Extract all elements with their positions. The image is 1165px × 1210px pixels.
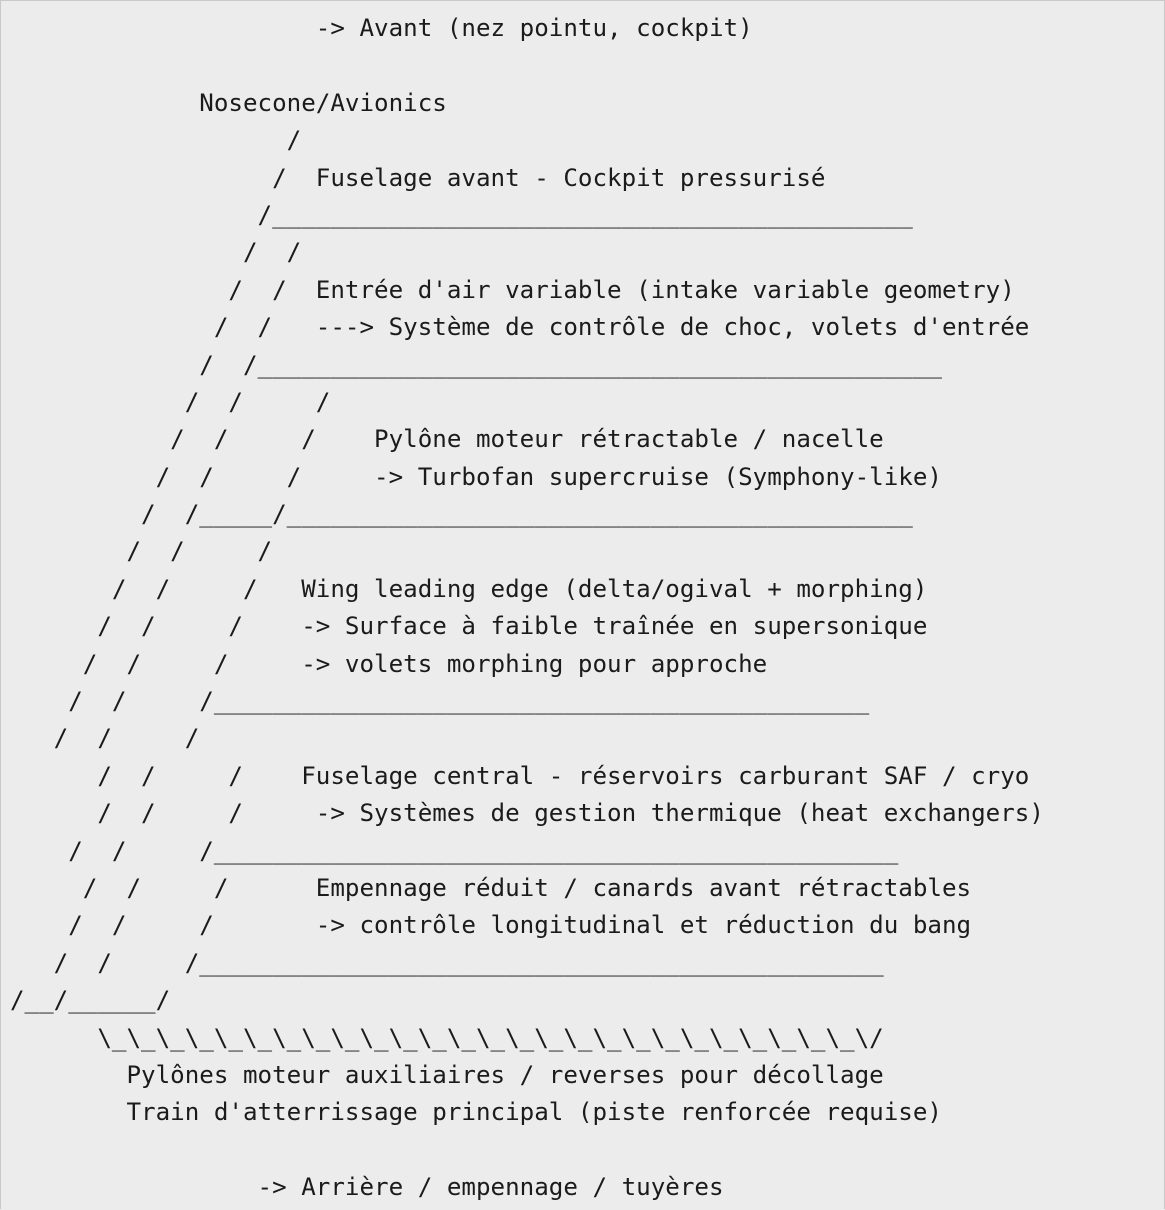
line-indent: [10, 500, 39, 528]
line-indent: [10, 612, 39, 640]
diagram-line: [10, 945, 1044, 982]
line-text: /: [39, 126, 302, 155]
diagram-line: [10, 197, 1044, 234]
line-text: / Fuselage avant - Cockpit pressurisé: [39, 163, 826, 192]
diagram-line: [10, 347, 1044, 384]
line-text: / /_______________________________________________: [39, 350, 942, 379]
line-indent: [10, 949, 39, 977]
diagram-line: [10, 85, 1044, 122]
line-indent: [10, 313, 39, 341]
line-indent: [10, 650, 39, 678]
line-text: / / / -> Systèmes de gestion thermique (heat exchangers): [68, 799, 1044, 828]
line-text: /__/______/: [10, 986, 171, 1015]
line-indent: [10, 463, 39, 491]
diagram-line: [10, 10, 1044, 47]
line-text: / / /: [39, 387, 331, 416]
diagram-line: [10, 47, 1044, 84]
line-indent: [10, 276, 39, 304]
diagram-line: [10, 122, 1044, 159]
line-text: / / /_____________________________________________: [39, 687, 870, 716]
line-text: / / / Wing leading edge (delta/ogival + morphing): [39, 574, 928, 603]
line-indent: [10, 911, 39, 939]
ascii-aircraft-diagram: [10, 10, 1044, 1207]
diagram-line: [10, 833, 1044, 870]
line-indent: [10, 14, 39, 42]
line-indent: [10, 537, 39, 565]
diagram-line: [10, 795, 1044, 832]
diagram-line: [10, 160, 1044, 197]
line-indent: [10, 164, 39, 192]
diagram-line: [10, 1132, 1044, 1169]
line-text: / / Entrée d'air variable (intake variable geometry): [39, 275, 1015, 304]
diagram-line: [10, 496, 1044, 533]
line-text: / / /: [39, 724, 200, 753]
diagram-line: [10, 907, 1044, 944]
line-indent: [10, 837, 39, 865]
line-text: / / / -> volets morphing pour approche: [39, 649, 768, 678]
line-text: / /_____/___________________________________________: [39, 500, 913, 529]
line-text: / / /_______________________________________________: [39, 948, 884, 977]
line-indent: [10, 126, 39, 154]
diagram-line: [10, 571, 1044, 608]
diagram-line: [10, 1169, 1044, 1206]
diagram-line: [10, 608, 1044, 645]
line-indent: [10, 762, 97, 790]
diagram-line: [10, 384, 1044, 421]
line-indent: [10, 874, 39, 902]
line-indent: [10, 351, 39, 379]
line-text: Train d'atterrissage principal (piste renforcée requise): [10, 1098, 942, 1127]
line-indent: [10, 238, 39, 266]
line-indent: [10, 425, 39, 453]
diagram-line: [10, 234, 1044, 271]
diagram-line: [10, 1057, 1044, 1094]
diagram-line: [10, 459, 1044, 496]
line-text: \_\_\_\_\_\_\_\_\_\_\_\_\_\_\_\_\_\_\_\_\_\_\_\_\_\_\/: [10, 1023, 884, 1052]
line-indent: [10, 575, 39, 603]
line-text: -> Avant (nez pointu, cockpit): [39, 14, 753, 42]
diagram-line: [10, 683, 1044, 720]
line-indent: [10, 724, 39, 752]
line-text: / / /: [39, 537, 273, 566]
line-text: / /: [39, 238, 302, 267]
line-text: [10, 51, 25, 79]
line-text: -> Arrière / empennage / tuyères: [10, 1173, 724, 1202]
line-text: / / / Pylône moteur rétractable / nacelle: [39, 425, 884, 454]
line-indent: [10, 388, 39, 416]
line-text: / / /_______________________________________________: [39, 836, 899, 865]
line-indent: [10, 799, 68, 827]
diagram-line: [10, 309, 1044, 346]
diagram-line: [10, 758, 1044, 795]
line-indent: [10, 201, 39, 229]
diagram-line: [10, 982, 1044, 1019]
diagram-line: [10, 533, 1044, 570]
line-text: /____________________________________________: [39, 200, 913, 229]
line-indent: [10, 89, 39, 117]
diagram-line: [10, 272, 1044, 309]
line-indent: [10, 687, 39, 715]
line-text: / / / -> Surface à faible traînée en supersonique: [39, 612, 928, 641]
diagram-line: [10, 720, 1044, 757]
diagram-line: [10, 421, 1044, 458]
diagram-line: [10, 1020, 1044, 1057]
line-text: Nosecone/Avionics: [39, 88, 447, 117]
diagram-line: [10, 1094, 1044, 1131]
line-text: / / / -> contrôle longitudinal et réduction du bang: [39, 911, 972, 940]
diagram-line: [10, 646, 1044, 683]
line-text: [10, 1136, 25, 1164]
diagram-line: [10, 870, 1044, 907]
line-text: Pylônes moteur auxiliaires / reverses pour décollage: [10, 1060, 884, 1089]
line-text: / / ---> Système de contrôle de choc, volets d'entrée: [39, 313, 1030, 342]
line-text: / / / -> Turbofan supercruise (Symphony-like): [39, 462, 942, 491]
line-text: / / / Empennage réduit / canards avant rétractables: [39, 873, 972, 902]
line-text: / / / Fuselage central - réservoirs carburant SAF / cryo: [97, 761, 1030, 790]
